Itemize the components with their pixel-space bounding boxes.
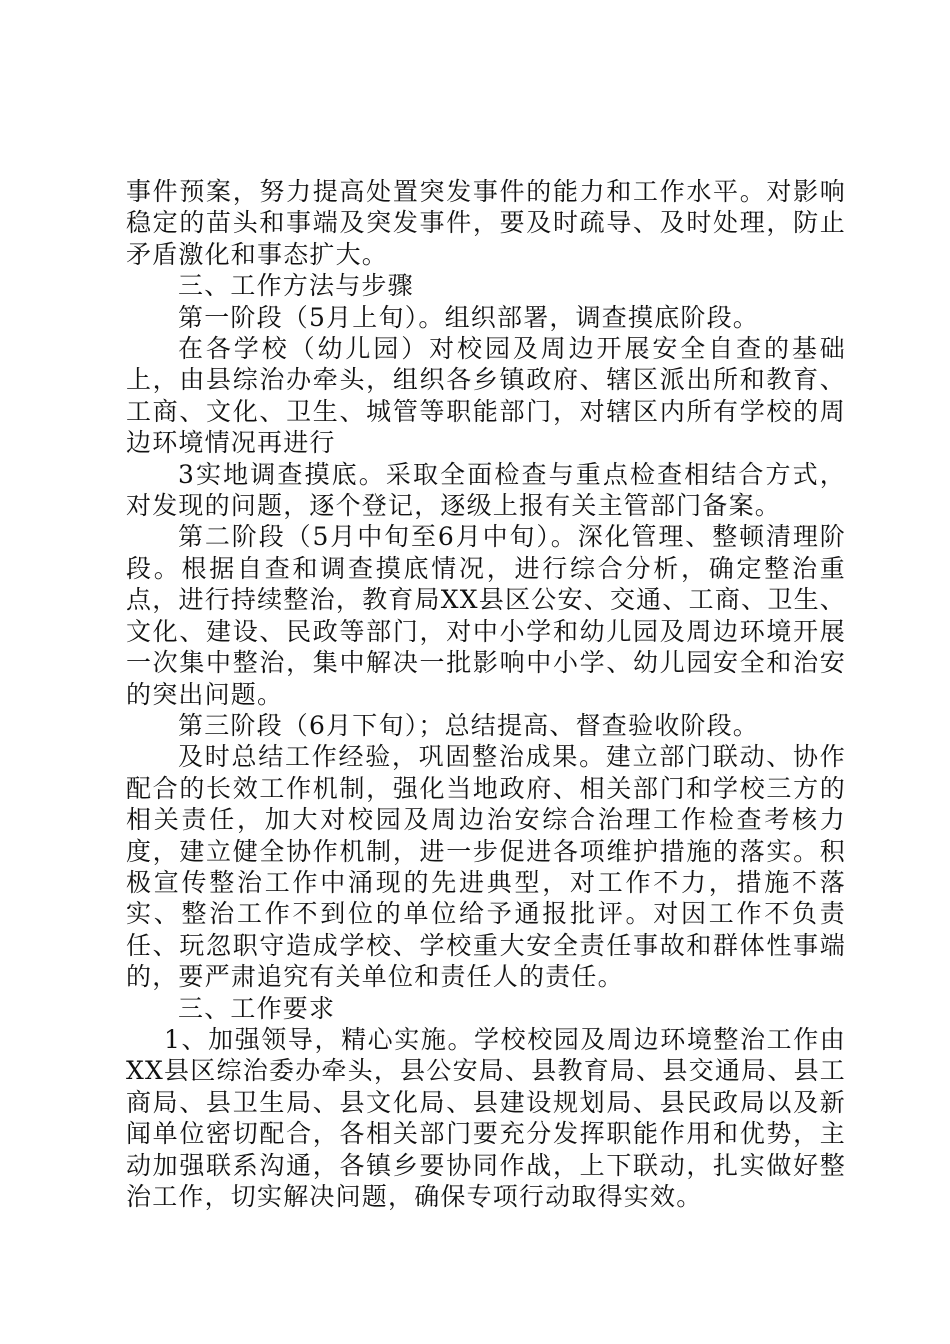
paragraph-stage-three-title: 第三阶段（6月下旬）；总结提高、督查验收阶段。 xyxy=(178,710,760,740)
paragraph-requirement-one: 1、加强领导，精心实施。学校校园及周边环境整治工作由XX县区综治委办牵头，县公安局、县教育局、县交通局、县工商局、县卫生局、县文化局、县建设规划局、县民政局以及新闻单位密切配合，各相关部门要充分发挥职能作用和优势，主动加强联系沟通，各镇乡要协同作战，上下联动，扎实做好整治工作，切实解决问题，确保专项行动取得实效。 xyxy=(126,1024,846,1211)
paragraph-stage-three-body: 及时总结工作经验，巩固整治成果。建立部门联动、协作配合的长效工作机制，强化当地政府、相关部门和学校三方的相关责任，加大对校园及周边治安综合治理工作检查考核力度，建立健全协作机制，进一步促进各项维护措施的落实。积极宣传整治工作中涌现的先进典型，对工作不力，措施不落实、整治工作不到位的单位给予通报批评。对因工作不负责任、玩忽职守造成学校、学校重大安全责任事故和群体性事端的，要严肃追究有关单位和责任人的责任。 xyxy=(126,742,846,992)
paragraph-stage-two: 第二阶段（5月中旬至6月中旬）。深化管理、整顿清理阶段。根据自查和调查摸底情况，进行综合分析，确定整治重点，进行持续整治，教育局XX县区公安、交通、工商、卫生、文化、建设、民政等部门，对中小学和幼儿园及周边环境开展一次集中整治，集中解决一批影响中小学、幼儿园安全和治安的突出问题。 xyxy=(126,522,846,709)
section-heading-requirements: 三、工作要求 xyxy=(178,993,336,1023)
section-heading-methods: 三、工作方法与步骤 xyxy=(178,271,414,301)
paragraph-stage-one-title: 第一阶段（5月上旬）。组织部署，调查摸底阶段。 xyxy=(178,302,760,332)
paragraph-continuation: 事件预案，努力提高处置突发事件的能力和工作水平。对影响稳定的苗头和事端及突发事件，要及时疏导、及时处理，防止矛盾激化和事态扩大。 xyxy=(126,177,846,269)
paragraph-stage-one-body: 在各学校（幼儿园）对校园及周边开展安全自查的基础上，由县综治办牵头，组织各乡镇政府、辖区派出所和教育、工商、文化、卫生、城管等职能部门，对辖区内所有学校的周边环境情况再进行 xyxy=(126,334,846,458)
paragraph-stage-one-survey: 3实地调查摸底。采取全面检查与重点检查相结合方式，对发现的问题，逐个登记，逐级上报有关主管部门备案。 xyxy=(126,459,846,521)
document-body xyxy=(126,176,846,1212)
